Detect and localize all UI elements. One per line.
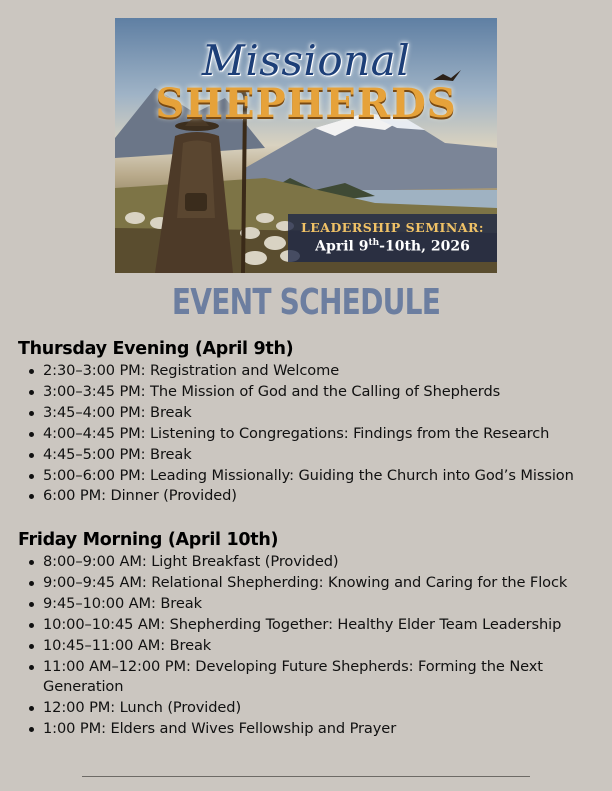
event-schedule-title: EVENT SCHEDULE <box>171 282 441 323</box>
schedule-item-text: 1:00 PM: Elders and Wives Fellowship and Prayer <box>43 720 397 738</box>
schedule-item-text: 3:00–3:45 PM: The Mission of God and the Calling of Shepherds <box>43 382 501 400</box>
schedule-item <box>18 552 608 573</box>
schedule-item <box>18 573 608 594</box>
banner-title-missional: Missional <box>201 36 411 85</box>
seminar-date-start: April 9 <box>315 238 369 255</box>
bullet-icon <box>29 727 34 732</box>
schedule-item <box>18 382 608 403</box>
schedule-item <box>18 615 608 636</box>
bullet-icon <box>29 644 34 649</box>
schedule-item-text: 9:45–10:00 AM: Break <box>43 594 202 612</box>
bullet-icon <box>29 665 34 670</box>
bullet-icon <box>29 494 34 499</box>
seminar-dates <box>288 238 497 255</box>
bullet-icon <box>29 369 34 374</box>
seminar-info-box <box>288 214 497 262</box>
thursday-heading: Thursday Evening (April 9th) <box>18 339 294 359</box>
schedule-item-text: 11:00 AM–12:00 PM: Developing Future Shepherds: Forming the Next Generation <box>43 657 543 696</box>
schedule-item-text: 4:00–4:45 PM: Listening to Congregations: Findings from the Research <box>43 424 550 442</box>
schedule-item <box>18 636 608 657</box>
footer-divider <box>82 776 530 777</box>
schedule-item <box>18 486 608 507</box>
schedule-item-text: 12:00 PM: Lunch (Provided) <box>43 699 242 717</box>
bullet-icon <box>29 474 34 479</box>
bullet-icon <box>29 411 34 416</box>
schedule-item <box>18 657 608 699</box>
schedule-item <box>18 361 608 382</box>
schedule-item-text: 6:00 PM: Dinner (Provided) <box>43 487 237 505</box>
thursday-schedule-list <box>18 361 608 507</box>
thursday-section <box>18 339 608 507</box>
bullet-icon <box>29 432 34 437</box>
schedule-item-text: 2:30–3:00 PM: Registration and Welcome <box>43 362 340 379</box>
schedule-item <box>18 698 608 719</box>
seminar-date-end: -10th, 2026 <box>379 238 470 255</box>
schedule-item <box>18 424 608 445</box>
schedule-item-text: 4:45–5:00 PM: Break <box>43 445 192 463</box>
bullet-icon <box>29 581 34 586</box>
bullet-icon <box>29 390 34 395</box>
bullet-icon <box>29 560 34 565</box>
seminar-label: LEADERSHIP SEMINAR: <box>300 220 485 235</box>
schedule-item <box>18 403 608 424</box>
banner-title-shepherds: SHEPHERDS <box>155 80 457 127</box>
friday-heading: Friday Morning (April 10th) <box>18 530 279 550</box>
schedule-item-text: 5:00–6:00 PM: Leading Missionally: Guiding the Church into God’s Mission <box>43 466 574 484</box>
bullet-icon <box>29 623 34 628</box>
friday-section <box>18 530 608 740</box>
schedule-item <box>18 719 608 740</box>
schedule-item-text: 10:45–11:00 AM: Break <box>43 636 212 654</box>
schedule-item-text: 8:00–9:00 AM: Light Breakfast (Provided) <box>43 553 339 570</box>
schedule-item <box>18 594 608 615</box>
bullet-icon <box>29 453 34 458</box>
friday-schedule-list <box>18 552 608 740</box>
bullet-icon <box>29 706 34 711</box>
schedule-item <box>18 445 608 466</box>
schedule-item <box>18 466 608 487</box>
schedule-item-text: 9:00–9:45 AM: Relational Shepherding: Knowing and Caring for the Flock <box>43 573 568 591</box>
event-banner-image <box>115 18 497 273</box>
bullet-icon <box>29 602 34 607</box>
schedule-item-text: 10:00–10:45 AM: Shepherding Together: Healthy Elder Team Leadership <box>43 615 562 633</box>
seminar-date-ordinal: th <box>368 238 380 248</box>
schedule-item-text: 3:45–4:00 PM: Break <box>43 403 192 421</box>
